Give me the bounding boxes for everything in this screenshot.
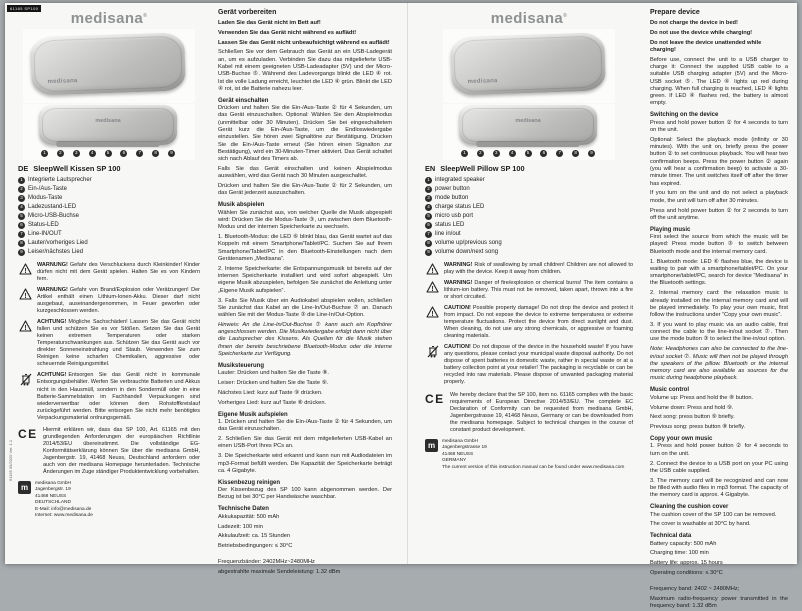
text-block: abgestrahlte maximale Sendeleistung: 1.32 dBm <box>218 569 341 576</box>
svg-text:!: ! <box>24 325 27 333</box>
warning-triangle-icon <box>425 262 440 276</box>
feature-number: 8 <box>18 240 25 247</box>
feature-label: integrated speaker <box>435 177 485 183</box>
callout-number: 8 <box>572 150 579 157</box>
text-block: 2. Internal memory card: the relaxation music is already installed on the internal memory card and will be played immediately. To play your own music, first follow the instructions under “Copy your own music”. <box>650 290 788 319</box>
feature-number: 9 <box>425 249 432 256</box>
text-block: Musiksteuerung <box>218 362 265 369</box>
feature-number: 2 <box>425 186 432 193</box>
address-line: medisana GmbH <box>35 480 71 486</box>
text-block: Kissenbezug reinigen <box>218 479 281 486</box>
feature-label: Status-LED <box>28 222 59 228</box>
feature-number: 3 <box>18 195 25 202</box>
feature-number: 4 <box>18 204 25 211</box>
callout-number: 6 <box>540 150 547 157</box>
warning-text: Gefahr von Brand/Explosion oder Verätzungen! Der Artikel enthält einen Lithium-Ionen-Akku. Dieser darf nicht ausgebaut, auseinandergenommen, in Feuer geworfen oder kurzgeschlossen werden. <box>37 287 200 315</box>
warning-text-wrap <box>37 319 200 368</box>
callout-number: 2 <box>57 150 64 157</box>
text-block: Switching on the device <box>650 112 719 119</box>
text-block: Vorheriges Lied: kurz auf Taste ⑧ drücken. <box>218 399 327 406</box>
feature-label: Integrierte Lautsprecher <box>28 177 92 183</box>
ce-text: Hiermit erklären wir, dass das SP 100, Art. 61165 mit den grundlegenden Anforderungen der europäischen Richtlinie 2014/53/EU übereinstimmt. Die vollständige EG-Konformitätserklärung können Sie über die medisana GmbH, Jagenbergstr. 19, 41468 Neuss, Deutschland anfordern oder auch von der medisana Homepage herunterladen. Technische Änderungen im Zuge ständiger Produktentwicklung vorbehalten. <box>43 426 200 475</box>
callout-number: 2 <box>477 150 484 157</box>
warning-label: WARNUNG! <box>37 287 68 294</box>
feature-number: 2 <box>18 186 25 193</box>
text-block: Wählen Sie zunächst aus, von welcher Quelle die Musik abgespielt wird: Drücken Sie die Modus-Taste ③, um zwischen dem Bluetooth-Modus und der internen Speicherkarte zu wechseln. <box>218 209 392 231</box>
en-instructions-column <box>647 3 797 610</box>
callout-numbers <box>41 150 175 157</box>
warning-block <box>18 262 200 283</box>
warning-label: CAUTION! <box>444 344 471 351</box>
pillow-image-front <box>459 105 597 145</box>
feature-number: 4 <box>425 204 432 211</box>
feature-item <box>18 239 200 248</box>
feature-number: 1 <box>425 177 432 184</box>
product-photo-callouts <box>23 104 195 160</box>
text-block: Battery life: approx. 15 hours <box>650 560 723 567</box>
warning-list-en <box>425 262 633 387</box>
text-block: Drücken und halten Sie die Ein-/Aus-Taste ② für 4 Sekunden, um das Gerät einzuschalten. Optional: Wählen Sie den Abspielmodus (unmittelbar oder 30 Minuten). Drücken Sie bei eingeschaltetem Gerät kurz die Ein-/Aus-Taste, um die Endloswiedergabe einzustellen. Sie hören zwei Signaltöne zur Bestätigung. Drücken Sie die Ein-/Aus-Taste erneut (Sie hören einen Signalton zur Bestätigung), wird ein 30-Minuten-Timer aktiviert. Das Gerät schaltet sich nach Ablauf des Timers ab. <box>218 105 392 163</box>
text-block: Lassen Sie das Gerät nicht unbeaufsichtigt während es auflädt! <box>218 39 390 46</box>
text-block: Do not use the device while charging! <box>650 29 753 36</box>
text-block: Battery capacity: 500 mAh <box>650 540 717 547</box>
text-block: Music control <box>650 387 690 394</box>
warning-text-wrap <box>444 262 633 276</box>
warning-triangle-icon <box>18 287 33 315</box>
callout-number: 5 <box>525 150 532 157</box>
feature-label: mode button <box>435 195 469 201</box>
feature-item <box>425 185 633 194</box>
text-block: Betriebsbedingungen: ≤ 30°C <box>218 543 293 550</box>
feature-number: 9 <box>18 249 25 256</box>
ce-text: We hereby declare that the SP 100, item no. 61165 complies with the basic requirements of European Directive 2014/53/EU. The complete EC Declaration of Conformity can be requested from medisana GmbH, Jagenbergstrasse 19, 41468 Neuss, Germany or can be downloaded from the medisana homepage. Subject to technical changes in the course of constant product development. <box>450 391 633 433</box>
callout-number: 6 <box>120 150 127 157</box>
feature-number: 1 <box>18 177 25 184</box>
text-block: Frequency band: 2402 ~ 2480MHz; <box>650 586 740 593</box>
address-line: medisana GmbH <box>442 438 478 444</box>
callout-number: 7 <box>136 150 143 157</box>
text-block: Playing music <box>650 226 691 233</box>
callout-number: 5 <box>105 150 112 157</box>
brand-wordmark: medisana <box>490 10 564 27</box>
ce-mark: CE <box>18 426 38 441</box>
registered-mark: ® <box>563 13 568 19</box>
feature-label: Leiser/nächstes Lied <box>28 249 84 255</box>
text-block: Maximum radio-frequency power transmitted in the frequency band: 1.32 dBm <box>650 596 788 610</box>
text-block: Falls Sie das Gerät einschalten und keinen Abspielmodus auswählen, wird das Gerät nach 30 Minuten ausgeschaltet. <box>218 166 392 180</box>
text-block: 3. Die Speicherkarte wird erkannt und kann nun mit Audiodateien im mp3-Format befüllt werden. Die Kapazität der Speicherkarte beträgt ca. 4 Gigabyte. <box>218 453 392 474</box>
warning-text-wrap <box>37 262 200 283</box>
warning-block <box>425 262 633 276</box>
text-block: Technical data <box>650 533 692 540</box>
text-block: Before use, connect the unit to a USB charger to charge it: Connect the supplied USB cable to a suitable USB charging adapter (5V) and the Micro-USB socket ⑤. The LED ④ lights up red during charging. When full charging is reached, LED ④ lights green. If LED ④ flashes red, the battery is almost empty. <box>650 56 788 107</box>
warning-triangle-icon <box>425 344 440 386</box>
feature-number: 6 <box>425 222 432 229</box>
product-photo-callouts <box>443 104 615 160</box>
warning-text: Mögliche Sachschäden! Lassen Sie das Gerät nicht fallen und schützen Sie es vor Stößen. Setzen Sie das Gerät keinen extremen Temperaturen oder starken Temperaturschwankungen aus. Schützen Sie das Gerät auch vor direkter Sonneneinstrahlung und Staub. Verwenden Sie zum Reinigen keine scharfen Chemikalien, aggressive oder scheuernde Reinigungsmittel. <box>37 319 200 368</box>
feature-label: Lauter/vorheriges Lied <box>28 240 88 246</box>
warning-label: WARNUNG! <box>37 262 68 268</box>
warning-text-wrap <box>444 305 633 340</box>
text-block: 3. Falls Sie Musik über ein Audiokabel abspielen wollen, schließen Sie zunächst das Kabel an die Line-In/Out-Buchse ⑦ an. Danach wählen Sie mit der Modus-Taste ③ die Line-In/Out-Option. <box>218 297 392 319</box>
text-block: Schließen Sie vor dem Gebrauch das Gerät an ein USB-Ladegerät an, um es aufzuladen. Verbinden Sie dazu das mitgelieferte USB-Kabel mit einem geeigneten USB-Ladeadapter (5V) und der Micro-USB-Buchse ⑤. Während des Ladevorgangs blinkt die LED ④ rot. Ist die volle Ladung erreicht, leuchtet die LED ④ grün. Blinkt die LED ④ rot, ist die Batterie nahezu leer. <box>218 49 392 92</box>
warning-triangle-icon <box>425 280 440 301</box>
feature-label: Modus-Taste <box>28 195 63 201</box>
text-block: 2. Schließen Sie das Gerät mit dem mitgelieferten USB-Kabel an einen USB-Port Ihres PCs an. <box>218 436 392 450</box>
feature-item <box>425 221 633 230</box>
warning-label: CAUTION! <box>444 305 471 312</box>
address-line: Jagenbergstrasse 19 <box>442 445 487 451</box>
warning-text: Gefahr des Verschluckens durch Kleinkinder! Kinder dürfen nicht mit dem Gerät spielen. Halten Sie es von Kindern fern. <box>37 262 200 283</box>
text-block: The cushion cover of the SP 100 can be removed. <box>650 511 777 518</box>
pillow-brand-label: medisana <box>95 118 121 124</box>
text-block: Ladezeit: 100 min <box>218 523 263 530</box>
warning-text-wrap <box>444 280 633 301</box>
fold-line <box>407 3 408 564</box>
text-block: 1. Bluetooth-Modus: die LED ⑥ blinkt blau, das Gerät wartet auf das Koppeln mit einem Smartphone/Tablet/PC. Suchen Sie auf Ihrem Smartphone/Tablet/PC in den Bluetooth-Einstellungen nach dem Gerätenamen „Medisana“. <box>218 234 392 263</box>
warning-block <box>18 319 200 368</box>
text-block: 3. The memory card will be recognized and can now be filled with audio files in mp3 format. The capacity of the memory card is approx. 4 Gigabyte. <box>650 477 788 499</box>
manufacturer-address-de <box>18 481 200 520</box>
warning-text: Entsorgen Sie das Gerät nicht in kommunale Entsorgungsbehälter. Werfen Sie verbrauchte Batterien und Akkus nicht in den Hausmüll, sondern in den Sondermüll oder in eine Batterie-Sammelstation im Fachhandel! Verpackungen sind wiederverwertbar oder können dem Rohstoffkreislauf zurückgeführt werden. Bitte entsorgen Sie nicht mehr benötigtes Verpackungsmaterial ordnungsgemäß. <box>37 372 200 421</box>
warning-block <box>18 287 200 315</box>
feature-list-en <box>425 176 633 257</box>
feature-number: 6 <box>18 222 25 229</box>
feature-label: power button <box>435 186 470 192</box>
text-block: Charging time: 100 min <box>650 550 709 557</box>
address-line: Jagenbergstr. 19 <box>35 487 71 493</box>
text-block: If you turn on the unit and do not select a playback mode, the unit will turn off after 30 minutes. <box>650 190 788 204</box>
feature-number: 7 <box>18 231 25 238</box>
manual-sheet <box>5 3 797 610</box>
text-block: Gerät vorbereiten <box>218 9 277 16</box>
feature-item <box>425 212 633 221</box>
pillow-brand-label: medisana <box>467 78 498 86</box>
address-line: E-Mail: info@medisana.de <box>35 506 92 512</box>
warning-text: Risk of swallowing by small children! Children are not allowed to play with the device. Keep it away from children. <box>444 262 633 276</box>
text-block: Akkulaufzeit: ca. 15 Stunden <box>218 533 291 540</box>
ce-declaration-de <box>18 427 200 476</box>
svg-text:!: ! <box>431 286 434 294</box>
text-block: Hinweis: An die Line-In/Out-Buchse ⑦ kann auch ein Kopfhörer angeschlossen werden. Die Musikwiedergabe erfolgt dann nicht über die Lautsprecher des Kissens. Als Quellen für die Musik stehen Ihnen der bereits beschriebene Bluetooth-Modus oder die interne Speicherkarte zur Verfügung. <box>218 321 392 358</box>
text-block: Nächstes Lied: kurz auf Taste ⑨ drücken. <box>218 389 323 396</box>
callout-number: 4 <box>89 150 96 157</box>
feature-item <box>18 176 200 185</box>
svg-text:!: ! <box>24 293 27 301</box>
text-block: Der Kissenbezug des SP 100 kann abgenommen werden. Der Bezug ist bei 30°C per Handwäsche waschbar. <box>218 487 392 501</box>
callout-number: 4 <box>509 150 516 157</box>
product-name: SleepWell Kissen SP 100 <box>33 164 121 173</box>
language-code: EN <box>425 164 436 173</box>
text-block: Cleaning the cushion cover <box>650 504 729 511</box>
text-block: The cover is washable at 30°C by hand. <box>650 521 751 528</box>
medisana-logo <box>18 10 200 27</box>
feature-number: 3 <box>425 195 432 202</box>
product-title-en <box>425 164 633 173</box>
text-block <box>218 553 392 557</box>
text-block: 1. Press and hold power button ② for 4 seconds to turn on the unit. <box>650 443 788 457</box>
feature-item <box>18 185 200 194</box>
text-block: Verwenden Sie das Gerät nicht während es auflädt! <box>218 29 357 36</box>
feature-list-de <box>18 176 200 257</box>
text-block: 1. Drücken und halten Sie die Ein-/Aus-Taste ② für 4 Sekunden, um das Gerät einzuschalten. <box>218 419 392 433</box>
callout-number: 1 <box>41 150 48 157</box>
pillow-brand-label: medisana <box>515 118 541 124</box>
pillow-brand-label: medisana <box>47 78 78 86</box>
address-line: The current version of this instruction manual can be found under www.medisana.com <box>442 464 625 470</box>
feature-item <box>425 176 633 185</box>
text-block: Leiser: Drücken und halten Sie die Taste ⑨. <box>218 380 329 387</box>
feature-label: line in/out <box>435 231 461 237</box>
product-photo-side <box>443 29 615 103</box>
registered-mark: ® <box>143 13 148 19</box>
address-lines <box>35 481 93 520</box>
feature-label: volume up/previous song <box>435 240 502 246</box>
warning-text-wrap <box>37 372 200 421</box>
warning-triangle-icon <box>18 319 33 368</box>
text-block: 2. Connect the device to a USB port on your PC using the USB cable supplied. <box>650 460 788 474</box>
feature-item <box>18 230 200 239</box>
de-instructions-column <box>209 3 401 576</box>
warning-triangle-icon <box>18 372 33 421</box>
svg-text:!: ! <box>431 268 434 275</box>
brand-wordmark: medisana <box>70 10 144 27</box>
medisana-glyph-icon: m <box>425 439 438 452</box>
callout-number: 3 <box>73 150 80 157</box>
feature-item <box>425 248 633 257</box>
product-name: SleepWell Pillow SP 100 <box>440 164 525 173</box>
warning-block <box>18 372 200 421</box>
text-block: Volume up: Press and hold the ⑧ button. <box>650 394 754 401</box>
feature-label: charge status LED <box>435 204 485 210</box>
feature-item <box>18 212 200 221</box>
text-block: Next song: press button ⑨ briefly. <box>650 414 735 421</box>
warning-block <box>425 305 633 340</box>
text-block: Laden Sie das Gerät nicht im Bett auf! <box>218 20 321 26</box>
address-line: Internet: www.medisana.de <box>35 513 93 519</box>
callout-number: 9 <box>168 150 175 157</box>
language-code: DE <box>18 164 29 173</box>
print-code-vertical: 61165 05/2020 Ver. 1.1 <box>8 439 13 481</box>
ce-mark: CE <box>425 391 445 406</box>
feature-label: Line-IN/OUT <box>28 231 62 237</box>
medisana-logo <box>425 10 633 27</box>
callout-number: 8 <box>152 150 159 157</box>
callout-number: 7 <box>556 150 563 157</box>
feature-item <box>18 248 200 257</box>
warning-text: Do not dispose of the device in the household waste! If you have any questions, please contact your municipal waste disposal authority. Do not dispose of spent batteries in domestic waste, rather in special waste or at a battery collection point at your retailer! The packaging is recyclable or can be recycled into raw materials. Please dispose of unwanted packaging material properly. <box>444 344 633 386</box>
feature-label: Ein-/Aus-Taste <box>28 186 68 192</box>
warning-label: WARNING! <box>444 280 473 287</box>
text-block: Technische Daten <box>218 506 269 513</box>
warning-text: Possible property damage! Do not drop the device and protect it from impact. Do not expose the device to extreme temperatures or extreme temperature fluctuations. Protect the device from direct sunlight and dust. When cleaning, do not use any strong chemicals, or aggressive or foaming cleaning materials. <box>444 305 633 340</box>
feature-number: 5 <box>18 213 25 220</box>
text-block: Operating conditions: ≤ 30°C <box>650 570 723 577</box>
feature-label: micro usb port <box>435 213 474 219</box>
warning-label: ACHTUNG! <box>37 372 67 379</box>
feature-number: 8 <box>425 240 432 247</box>
feature-item <box>425 194 633 203</box>
text-block <box>650 580 788 584</box>
product-title-de <box>18 164 200 173</box>
address-line: 41468 NEUSS <box>442 451 474 457</box>
callout-number: 1 <box>461 150 468 157</box>
text-block: Copy your own music <box>650 435 713 442</box>
text-block: 3. If you want to play music via an audio cable, first connect the cable to the line-in/out socket ⑦. Then use the mode button ③ to select the line-in/out option. <box>650 321 788 343</box>
warning-list-de <box>18 262 200 422</box>
warning-block <box>425 344 633 386</box>
warning-text-wrap <box>37 287 200 315</box>
text-block: Press and hold power button ② for 4 seconds to turn on the unit. <box>650 119 788 134</box>
text-block: Frequenzbänder: 2402MHz~2480MHz <box>218 559 315 566</box>
warning-label: ACHTUNG! <box>37 319 67 326</box>
feature-item <box>425 239 633 248</box>
warning-label: WARNING! <box>444 262 473 268</box>
text-block: Note: Headphones can also be connected to the line-in/out socket ⑦. Music will then not be played through the speakers of the pillow. Bluetooth or the internal memory card are also available as sources for the music during headphone playback. <box>650 346 788 382</box>
text-block: Press and hold power button ② for 2 seconds to turn off the unit anytime. <box>650 207 788 221</box>
address-line: GERMANY <box>442 458 467 464</box>
text-block: Do not leave the device unattended while charging! <box>650 39 762 53</box>
text-block: 2. Interne Speicherkarte: die Entspannungsmusik ist bereits auf der internen Speicherkarte installiert und wird sofort abgespielt. Um eigene Musik abzuspielen, befolgen Sie zunächst die Anleitung unter „Eigene Musik aufspielen“. <box>218 265 392 294</box>
text-block: Akkukapazität: 500 mAh <box>218 513 280 520</box>
text-block: 1. Bluetooth mode: LED ⑥ flashes blue, the device is waiting to pair with a smartphone/tablet/PC. On your smartphone/tablet/PC, search for device “Medisana” in the Bluetooth settings. <box>650 258 788 287</box>
address-line: DEUTSCHLAND <box>35 500 71 506</box>
text-block: Lauter: Drücken und halten Sie die Taste ⑧. <box>218 370 329 377</box>
product-photo-side <box>23 29 195 103</box>
text-block: Previous song: press button ⑧ briefly. <box>650 424 746 431</box>
feature-label: Ladezustand-LED <box>28 204 77 210</box>
svg-text:!: ! <box>24 268 27 275</box>
text-block: Drücken und halten Sie die Ein-/Aus-Taste ② für 2 Sekunden, um das Gerät jederzeit auszuschalten. <box>218 183 392 197</box>
text-block: Optional: Select the playback mode (infinity or 30 minutes). With the unit on, briefly press the power button ② to set continuous playback. You will hear two confirmation beeps. Press the power button ② again (you will hear a confirmation beep) to activate a 30-minute timer. The unit switches itself off after the timer has expired. <box>650 136 788 187</box>
feature-label: volume down/next song <box>435 249 499 255</box>
text-block: First select the source from which the music will be played: Press mode button ③ to switch between Bluetooth mode and the internal memory card. <box>650 234 788 255</box>
pillow-image-front <box>39 105 177 145</box>
feature-item <box>18 194 200 203</box>
text-block: Gerät einschalten <box>218 97 269 104</box>
en-product-column <box>413 3 645 564</box>
warning-block <box>425 280 633 301</box>
text-block: Volume down: Press and hold ⑨. <box>650 404 734 411</box>
feature-item <box>18 221 200 230</box>
address-lines <box>442 439 624 471</box>
feature-number: 7 <box>425 231 432 238</box>
text-block: Prepare device <box>650 9 700 16</box>
medisana-glyph-icon: m <box>18 481 31 494</box>
feature-label: Micro-USB-Buchse <box>28 213 80 219</box>
text-block: Eigene Musik aufspielen <box>218 411 288 418</box>
warning-triangle-icon <box>18 262 33 283</box>
manufacturer-address-en <box>425 439 633 471</box>
warning-text-wrap <box>444 344 633 386</box>
callout-number: 3 <box>493 150 500 157</box>
pillow-image <box>30 32 186 95</box>
text-block: Musik abspielen <box>218 202 265 209</box>
feature-label: status LED <box>435 222 465 228</box>
print-code: 61165 SP100 <box>7 5 41 12</box>
pillow-image <box>450 32 606 95</box>
warning-text: Danger of fire/explosion or chemical burns! The item contains a lithium-ion battery. This must not be removed, taken apart, thrown into a fire or short circuited. <box>444 280 633 301</box>
callout-number: 9 <box>588 150 595 157</box>
svg-text:!: ! <box>431 311 434 319</box>
callout-numbers <box>461 150 595 157</box>
address-line: 41468 NEUSS <box>35 493 67 499</box>
feature-item <box>425 203 633 212</box>
feature-item <box>18 203 200 212</box>
feature-item <box>425 230 633 239</box>
text-block: Do not charge the device in bed! <box>650 20 738 26</box>
feature-number: 5 <box>425 213 432 220</box>
ce-declaration-en <box>425 392 633 434</box>
warning-triangle-icon <box>425 305 440 340</box>
de-product-column <box>11 3 207 564</box>
